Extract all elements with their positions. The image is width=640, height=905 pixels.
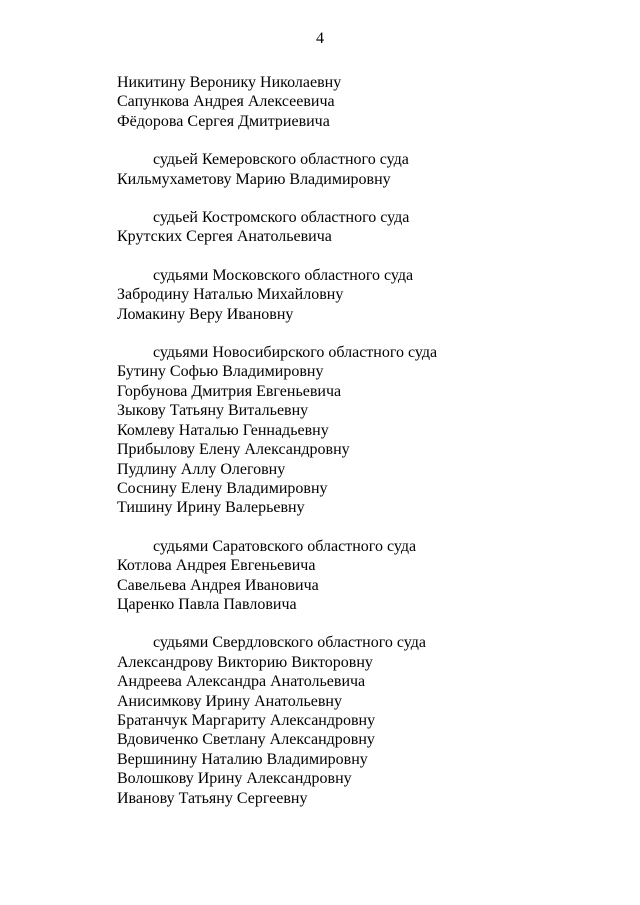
name-line: Никитину Веронику Николаевну <box>117 74 342 91</box>
name-line: Ломакину Веру Ивановну <box>117 305 294 323</box>
page-number: 4 <box>316 30 324 47</box>
name-line: Крутских Сергея Анатольевича <box>117 228 332 246</box>
name-line: Прибылову Елену Александровну <box>117 441 350 459</box>
name-line: Зыкову Татьяну Витальевну <box>117 402 309 420</box>
section-gap <box>117 247 617 266</box>
section-gap <box>117 324 617 343</box>
section-heading: судьей Кемеровского областного суда <box>153 151 409 169</box>
name-line: Анисимкову Ирину Анатольевну <box>117 692 342 710</box>
name-line: Савельева Андрея Ивановича <box>117 576 319 594</box>
name-line: Андреева Александра Анатольевича <box>117 673 366 691</box>
name-line: Сапункова Андрея Алексеевича <box>117 93 335 111</box>
name-line: Забродину Наталью Михайловну <box>117 286 344 304</box>
name-line: Кильмухаметову Марию Владимировну <box>117 170 391 188</box>
name-line: Фёдорова Сергея Дмитриевича <box>117 112 330 130</box>
section-heading: судьями Новосибирского областного суда <box>153 344 438 362</box>
name-line: Горбунова Дмитрия Евгеньевича <box>117 382 342 400</box>
name-line: Александрову Викторию Викторовну <box>117 653 373 671</box>
document-body <box>117 73 617 808</box>
section-heading: судьями Московского областного суда <box>153 266 414 284</box>
name-line: Царенко Павла Павловича <box>117 595 297 613</box>
name-line: Бутину Софью Владимировну <box>117 363 324 381</box>
section-gap <box>117 131 617 150</box>
name-line: Соснину Елену Владимировну <box>117 479 328 497</box>
name-line: Братанчук Маргариту Александровну <box>117 711 376 729</box>
section-gap <box>117 518 617 537</box>
section-gap <box>117 614 617 633</box>
section-heading: судьями Саратовского областного суда <box>153 537 417 555</box>
name-line: Волошкову Ирину Александровну <box>117 770 352 788</box>
section-heading: судьями Свердловского областного суда <box>153 634 426 652</box>
name-line: Тишину Ирину Валерьевну <box>117 499 305 517</box>
name-line: Вдовиченко Светлану Александровну <box>117 731 375 749</box>
name-line: Котлова Андрея Евгеньевича <box>117 557 316 575</box>
section-gap <box>117 189 617 208</box>
name-line: Иванову Татьяну Сергеевну <box>117 789 308 807</box>
name-line: Вершинину Наталию Владимировну <box>117 750 368 768</box>
name-line: Комлеву Наталью Геннадьевну <box>117 421 329 439</box>
name-line: Пудлину Аллу Олеговну <box>117 460 286 478</box>
section-heading: судьей Костромского областного суда <box>153 209 410 227</box>
